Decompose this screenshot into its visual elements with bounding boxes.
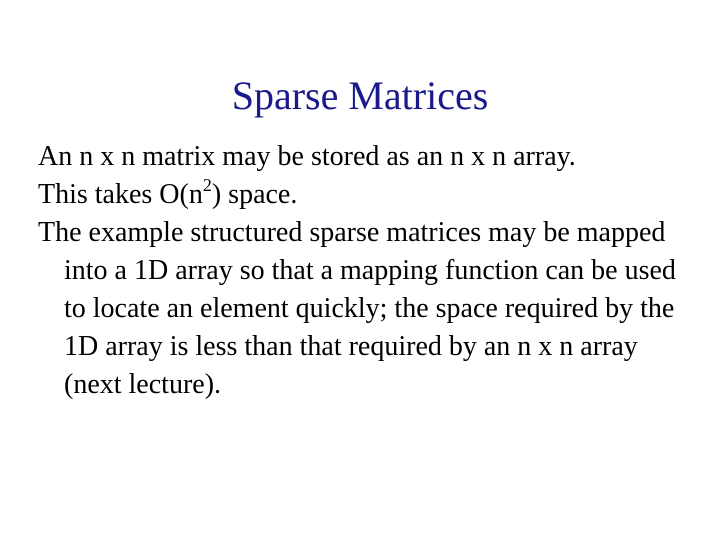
paragraph-sparse-mapping: The example structured sparse matrices may be mapped into a 1D array so that a mapping function can be used to locate an element quickly; the space required by the 1D array is less than that required by an n x n array (next lecture). bbox=[38, 217, 676, 400]
exponent-superscript: 2 bbox=[202, 174, 212, 195]
paragraph-space-complexity bbox=[38, 176, 678, 214]
space-complexity-text-end: ) space. bbox=[211, 179, 298, 210]
space-complexity-text-start: This takes O(n bbox=[38, 179, 203, 210]
slide-body bbox=[38, 138, 678, 404]
paragraph-matrix-storage: An n x n matrix may be stored as an n x n array. bbox=[38, 141, 576, 172]
slide-title: Sparse Matrices bbox=[231, 73, 489, 118]
